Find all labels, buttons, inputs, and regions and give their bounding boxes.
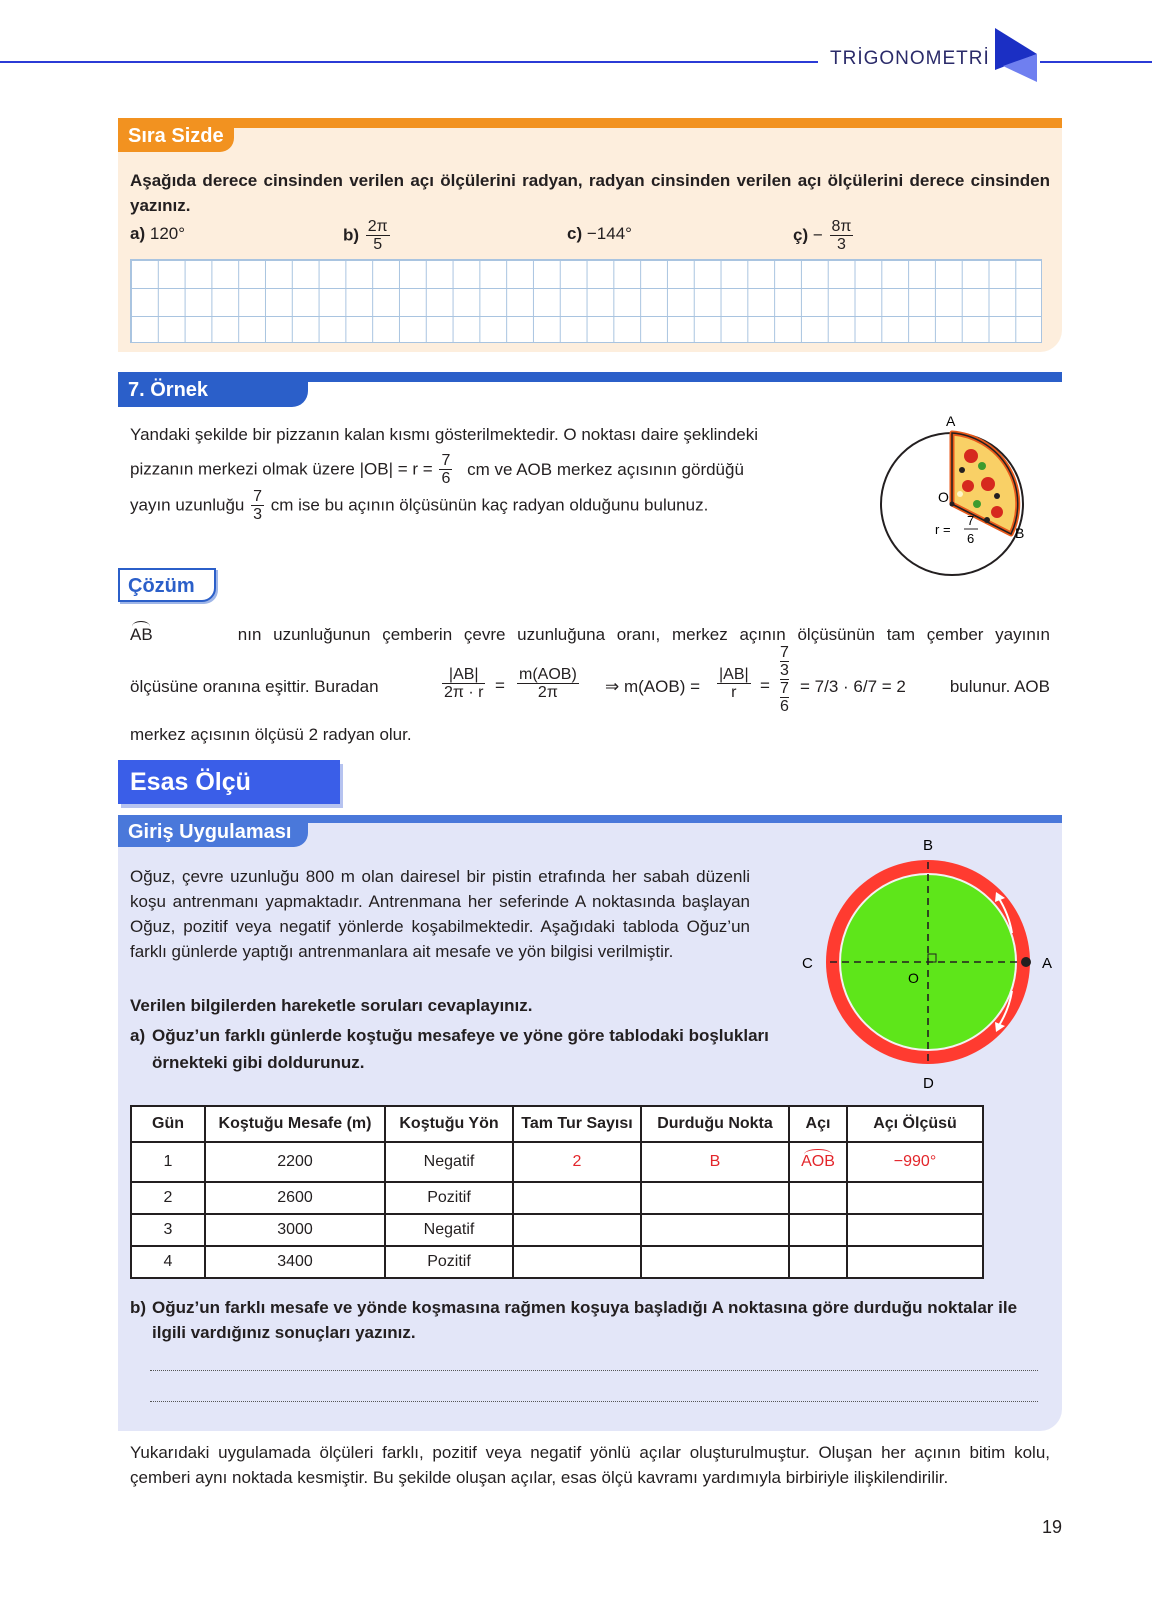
eq-sign-2: = [760, 676, 770, 695]
item-cc-fraction: $\frac{8\pi}{3}$ [831, 218, 852, 253]
item-cc-key: ç) [793, 225, 809, 245]
giris-paragraph: Oğuz, çevre uzunluğu 800 m olan dairesel bir pistin etrafında her sabah düzenli koşu antrenmanı yapmaktadır. Antrenmana her seferinde A noktasında başlayan Oğuz, pozitif veya negatif yönlerde koşabilmektedir. Aşağıdaki tabloda Oğuz’un farklı günlerde yaptığı antrenmanlara ait mesafe ve yön bilgisi verilmiştir. [130, 867, 750, 961]
cell-gun: 1 [131, 1142, 205, 1182]
header-triangle-icon [993, 26, 1043, 84]
cell-aci-arc: AOB [801, 1153, 835, 1170]
cf-d: 6 [780, 698, 789, 715]
cf-b: 3 [780, 662, 789, 679]
qa-text: Oğuz’un farklı günlerde koştuğu mesafeye ve yöne göre tablodaki boşlukları örnekteki gibi doldurunuz. [152, 1026, 769, 1072]
cozum-arc-ab: AB [130, 625, 153, 644]
cell-tur-empty[interactable] [513, 1182, 641, 1214]
cell-olcu-empty[interactable] [847, 1182, 983, 1214]
cell-gun: 3 [131, 1214, 205, 1246]
answer-grid[interactable] [130, 259, 1042, 343]
track-label-a: A [1042, 955, 1053, 972]
item-cc-sign: − [812, 225, 823, 245]
ornek-line2-text-b: cm ve AOB merkez açısının gördüğü [467, 459, 744, 479]
eq-sign-1: = [495, 676, 505, 695]
cell-aci-empty[interactable] [789, 1182, 847, 1214]
th-tur: Tam Tur Sayısı [513, 1106, 641, 1142]
track-label-c: C [802, 955, 813, 972]
pizza-label-b: B [1015, 525, 1025, 541]
sira-sizde-bar [118, 118, 1062, 128]
cozum-line1-text: nın uzunluğunun çemberin çevre uzunluğuna oranı, merkez açının ölçüsünün tam çember yayının [237, 625, 1050, 644]
ornek-r-fraction: $\frac{7}{6}$ [441, 452, 451, 487]
ornek-line1: Yandaki şekilde bir pizzanın kalan kısmı gösterilmektedir. O noktası daire şeklindeki [130, 425, 759, 444]
cell-aci-empty[interactable] [789, 1246, 847, 1278]
track-label-d: D [923, 1075, 934, 1092]
giris-question-a [130, 1022, 810, 1076]
cozum-result: = 7/3 · 6/7 = 2 [800, 677, 906, 696]
pizza-label-r-num: 7 [967, 513, 975, 528]
cozum-frac3: $\frac{|AB|}{r}$ [719, 666, 749, 701]
track-label-b: B [923, 837, 934, 854]
sira-sizde-instruction: Aşağıda derece cinsinden verilen açı ölçülerini radyan, radyan cinsinden verilen açı ölçülerini derece cinsinden yazınız. [130, 171, 1050, 215]
cell-aci [789, 1142, 847, 1182]
cell-olcu-empty[interactable] [847, 1246, 983, 1278]
cell-tur-empty[interactable] [513, 1246, 641, 1278]
cozum-implies: ⇒ m(AOB) = [605, 677, 701, 696]
pizza-label-r-den: 6 [967, 531, 975, 546]
answer-line-1[interactable] [150, 1370, 1038, 1371]
cozum-frac1: $\frac{|AB|}{2\pi \cdot r}$ [444, 666, 484, 701]
closing-paragraph: Yukarıdaki uygulamada ölçüleri farklı, pozitif veya negatif yönlü açılar oluşturulmuştur. Oluşan her açının bitim kolu, çemberi aynı noktada kesmiştir. Bu şekilde oluşan açılar, esas ölçü kavramı yardımıyla birbiriyle ilişkilendirilir. [130, 1443, 1050, 1487]
th-olcu: Açı Ölçüsü [847, 1106, 983, 1142]
track-label-o: O [908, 970, 919, 986]
item-c-value: −144° [586, 224, 632, 243]
cell-nokta: B [641, 1142, 789, 1182]
ornek-line3 [130, 488, 708, 523]
th-nokta: Durduğu Nokta [641, 1106, 789, 1142]
cell-yon: Negatif [385, 1214, 513, 1246]
cell-nokta-empty[interactable] [641, 1246, 789, 1278]
cozum-line2 [130, 644, 1050, 730]
giris-question-b [130, 1295, 1050, 1345]
table-header-row [131, 1106, 983, 1142]
cozum-compound-fraction [780, 644, 789, 715]
th-yon: Koştuğu Yön [385, 1106, 513, 1142]
cozum-line3: merkez açısının ölçüsü 2 radyan olur. [130, 725, 412, 744]
item-c [567, 224, 632, 244]
cozum-label: Çözüm [118, 568, 216, 602]
ornek-line3-text: yayın uzunluğu [130, 495, 245, 515]
esas-olcu-title: Esas Ölçü [118, 760, 340, 804]
cell-mesafe: 3400 [205, 1246, 385, 1278]
item-a-value: 120° [149, 224, 186, 243]
th-gun: Gün [131, 1106, 205, 1142]
pizza-label-a: A [946, 413, 956, 429]
table-row [131, 1246, 983, 1278]
cell-gun: 4 [131, 1246, 205, 1278]
item-a [130, 224, 185, 244]
table-row [131, 1182, 983, 1214]
pizza-figure [870, 408, 1040, 578]
cell-yon: Pozitif [385, 1246, 513, 1278]
page-number: 19 [1042, 1517, 1063, 1537]
item-c-key: c) [567, 224, 583, 243]
giris-label: Giriş Uygulaması [118, 817, 308, 847]
ornek-line2 [130, 452, 744, 487]
giris-instruction: Verilen bilgilerden hareketle soruları cevaplayınız. [130, 996, 533, 1015]
training-table [130, 1105, 984, 1279]
qa-key: a) [130, 1026, 146, 1045]
cell-tur: 2 [513, 1142, 641, 1182]
pizza-label-o: O [938, 489, 949, 505]
cozum-line1 [130, 625, 1050, 645]
cell-tur-empty[interactable] [513, 1214, 641, 1246]
cell-olcu: −990° [847, 1142, 983, 1182]
item-cc [793, 218, 855, 253]
cell-nokta-empty[interactable] [641, 1214, 789, 1246]
track-figure [800, 832, 1060, 1102]
cell-yon: Negatif [385, 1142, 513, 1182]
ornek-line2-text: pizzanın merkezi olmak üzere [130, 459, 355, 479]
table-row [131, 1142, 983, 1182]
cell-mesafe: 2600 [205, 1182, 385, 1214]
th-mesafe: Koştuğu Mesafe (m) [205, 1106, 385, 1142]
cell-mesafe: 3000 [205, 1214, 385, 1246]
cozum-line2-text: ölçüsüne oranına eşittir. Buradan [130, 677, 379, 696]
cell-gun: 2 [131, 1182, 205, 1214]
chapter-title: TRİGONOMETRİ [830, 48, 990, 69]
item-a-key: a) [130, 224, 146, 243]
cf-a: 7 [780, 644, 789, 661]
cozum-line2-end: bulunur. AOB [949, 677, 1050, 696]
item-b-fraction: $\frac{2\pi}{5}$ [367, 218, 388, 253]
header-rule-left [0, 61, 818, 63]
table-row [131, 1214, 983, 1246]
cell-olcu-empty[interactable] [847, 1214, 983, 1246]
cf-c: 7 [780, 680, 789, 697]
cozum-frac2: m(AOB) 2π [519, 666, 577, 701]
sira-sizde-label: Sıra Sizde [118, 120, 234, 152]
answer-line-2[interactable] [150, 1401, 1038, 1402]
ornek-arc-fraction: $\frac{7}{3}$ [253, 488, 263, 523]
item-b-key: b) [343, 225, 360, 245]
cell-mesafe: 2200 [205, 1142, 385, 1182]
cell-yon: Pozitif [385, 1182, 513, 1214]
pizza-label-r: r = [935, 522, 951, 537]
item-b [343, 218, 392, 253]
ornek-ob: |OB| = r = [359, 459, 433, 479]
ornek-line3-text-b: cm ise bu açının ölçüsünün kaç radyan olduğunu bulunuz. [270, 495, 709, 515]
th-aci: Açı [789, 1106, 847, 1142]
qb-key: b) [130, 1298, 147, 1317]
header-rule-right [1040, 61, 1152, 63]
qb-text: Oğuz’un farklı mesafe ve yönde koşmasına rağmen koşuya başladığı A noktasına göre durduğu noktalar ile ilgili vardığınız sonuçları yazınız. [152, 1298, 1018, 1342]
cell-aci-empty[interactable] [789, 1214, 847, 1246]
ornek-label: 7. Örnek [118, 374, 308, 407]
cell-nokta-empty[interactable] [641, 1182, 789, 1214]
